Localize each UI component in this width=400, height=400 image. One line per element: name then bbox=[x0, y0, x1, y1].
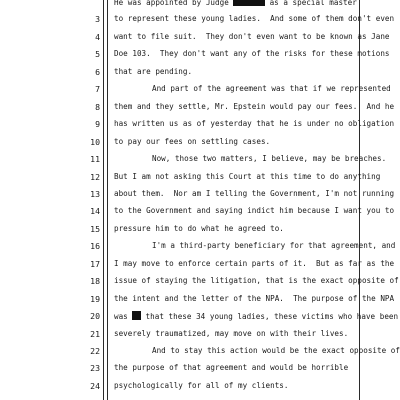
line-text bbox=[152, 346, 400, 356]
line-number: 13 bbox=[90, 188, 100, 199]
line-number: 3 bbox=[95, 14, 100, 25]
line-text-segment: severely traumatized, may move on with their lives. bbox=[114, 328, 349, 338]
line-number: 21 bbox=[90, 328, 100, 339]
transcript-line bbox=[0, 294, 400, 312]
line-text-segment: has written us as of yesterday that he is under no obligation bbox=[114, 119, 395, 129]
line-text bbox=[114, 137, 270, 147]
line-text bbox=[114, 0, 357, 8]
line-text bbox=[114, 67, 192, 77]
line-number: 9 bbox=[95, 119, 100, 130]
transcript-line bbox=[0, 241, 400, 259]
line-text-segment: And to stay this action would be the exact opposite of bbox=[152, 346, 400, 355]
line-text-segment: Doe 103. They don't want any of the risks for these motions bbox=[114, 49, 390, 59]
line-number: 18 bbox=[90, 276, 100, 287]
line-text bbox=[114, 259, 394, 269]
line-text-segment: But I am not asking this Court at this time to do anything bbox=[114, 171, 381, 181]
line-text-segment: about them. Nor am I telling the Government, I'm not running bbox=[114, 188, 395, 198]
transcript-line bbox=[0, 67, 400, 85]
line-text-segment: that are pending. bbox=[114, 66, 193, 76]
transcript-line bbox=[0, 311, 400, 329]
line-text-segment: them and they settle, Mr. Epstein would pay our fees. And he bbox=[114, 101, 395, 111]
transcript-line bbox=[0, 137, 400, 155]
transcript-line bbox=[0, 346, 400, 364]
line-text bbox=[114, 276, 399, 286]
transcript-line bbox=[0, 224, 400, 242]
line-text-segment: pressure him to do what he agreed to. bbox=[114, 223, 284, 233]
line-text bbox=[114, 32, 390, 42]
transcript-line bbox=[0, 84, 400, 102]
line-number: 5 bbox=[95, 49, 100, 60]
line-text bbox=[114, 206, 394, 216]
line-number: 20 bbox=[90, 311, 100, 322]
transcript-line bbox=[0, 259, 400, 277]
line-text bbox=[114, 363, 348, 373]
line-text bbox=[114, 172, 380, 182]
line-text-segment: He was appointed by Judge bbox=[114, 0, 234, 7]
line-text bbox=[114, 49, 390, 59]
line-number: 17 bbox=[90, 258, 100, 269]
line-number: 16 bbox=[90, 241, 100, 252]
line-text bbox=[114, 311, 398, 322]
line-text bbox=[114, 224, 284, 234]
line-number: 23 bbox=[90, 363, 100, 374]
line-number: 19 bbox=[90, 293, 100, 304]
transcript-line bbox=[0, 14, 400, 32]
line-text-segment: as a special master bbox=[264, 0, 357, 7]
line-text-segment: And part of the agreement was that if we represented bbox=[152, 84, 391, 94]
redaction-block bbox=[132, 311, 141, 320]
transcript-line bbox=[0, 102, 400, 120]
line-text bbox=[114, 14, 394, 24]
line-number: 4 bbox=[95, 31, 100, 42]
transcript-line bbox=[0, 276, 400, 294]
transcript-line bbox=[0, 329, 400, 347]
transcript-line bbox=[0, 189, 400, 207]
transcript-line bbox=[0, 119, 400, 137]
line-text bbox=[152, 84, 391, 94]
line-number: 22 bbox=[90, 346, 100, 356]
line-text-segment: to represent these young ladies. And some of them don't even bbox=[114, 14, 395, 24]
line-number: 10 bbox=[90, 136, 100, 147]
line-text bbox=[114, 119, 394, 129]
line-text bbox=[152, 241, 395, 251]
transcript-line bbox=[0, 154, 400, 172]
line-number: 7 bbox=[95, 84, 100, 95]
transcript-line bbox=[0, 49, 400, 67]
line-text bbox=[114, 294, 394, 304]
line-text-segment: issue of staying the litigation, that is the exact opposite of bbox=[114, 276, 399, 286]
line-text-segment: was bbox=[114, 312, 133, 322]
line-text-segment: the intent and the letter of the NPA. The purpose of the NPA bbox=[114, 293, 395, 303]
transcript-line bbox=[0, 172, 400, 190]
transcript-line bbox=[0, 206, 400, 224]
line-number: 14 bbox=[90, 206, 100, 217]
transcript-line bbox=[0, 0, 400, 15]
line-text-segment: to the Government and saying indict him because I want you to bbox=[114, 206, 395, 216]
line-text bbox=[114, 381, 289, 391]
transcript-line bbox=[0, 363, 400, 381]
transcript-line bbox=[0, 381, 400, 399]
line-text-segment: I may move to enforce certain parts of it. But as far as the bbox=[114, 258, 395, 268]
line-text bbox=[114, 189, 394, 199]
line-number: 24 bbox=[90, 380, 100, 391]
line-text-segment: to pay our fees on settling cases. bbox=[114, 136, 271, 146]
line-text-segment: Now, those two matters, I believe, may be breaches. bbox=[152, 154, 387, 164]
line-text-segment: the purpose of that agreement and would be horrible bbox=[114, 363, 349, 373]
line-number: 15 bbox=[90, 223, 100, 234]
line-text-segment: I'm a third-party beneficiary for that agreement, and bbox=[152, 241, 396, 251]
line-text-segment: psychologically for all of my clients. bbox=[114, 380, 289, 390]
transcript-line bbox=[0, 32, 400, 50]
line-text-segment: want to file suit. They don't even want to be known as Jane bbox=[114, 31, 390, 41]
line-text bbox=[114, 329, 348, 339]
line-number: 11 bbox=[90, 154, 100, 165]
line-number: 12 bbox=[90, 171, 100, 182]
line-text-segment: that these 34 young ladies, these victims who have been bbox=[140, 312, 399, 322]
line-text bbox=[114, 102, 394, 112]
line-text bbox=[152, 154, 386, 164]
redaction-block bbox=[233, 0, 265, 6]
line-number: 6 bbox=[95, 66, 100, 77]
line-number: 8 bbox=[95, 101, 100, 112]
